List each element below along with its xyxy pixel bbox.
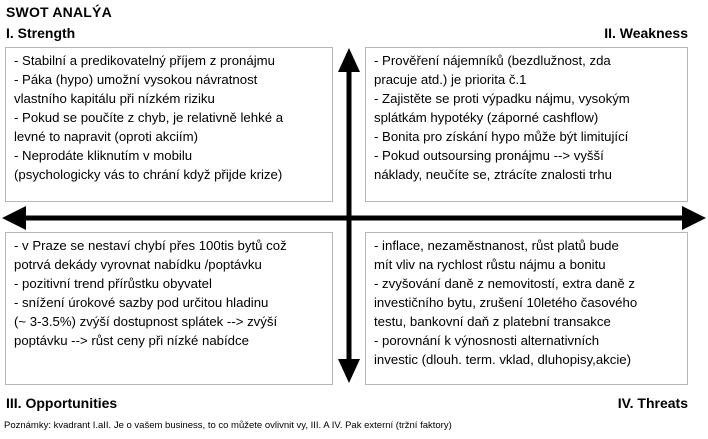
opportunities-box	[5, 232, 333, 385]
opportunities-line: (~ 3-3.5%) zvýší dostupnost splátek --> zvýší	[14, 314, 278, 329]
footnote: Poznámky: kvadrant I.aII. Je o vašem business, to co můžete ovlivnit vy, III. A IV. Pak externí (tržní faktory)	[4, 420, 452, 431]
weakness-line: - Zajistěte se proti výpadku nájmu, vysokým	[374, 91, 630, 106]
threats-line: - zvyšování daně z nemovitostí, extra daně z	[374, 276, 635, 291]
strength-box	[5, 47, 333, 202]
strength-line: (psychologicky vás to chrání když přijde krize)	[14, 167, 283, 182]
strength-line: vlastního kapitálu při nízkém riziku	[14, 91, 215, 106]
threats-line: investic (dlouh. term. vklad, dluhopisy,akcie)	[374, 352, 632, 367]
threats-line: investičního bytu, zrušení 10letého časového	[374, 295, 638, 310]
diagram-title: SWOT ANALÝA	[6, 4, 112, 20]
strength-line: - Stabilní a predikovatelný příjem z pronájmu	[14, 53, 275, 68]
threats-line: mít vliv na rychlost růstu nájmu a bonitu	[374, 257, 606, 272]
threats-label: IV. Threats	[617, 395, 688, 411]
strength-line: - Pokud se poučíte z chyb, je relativně lehké a	[14, 110, 284, 125]
weakness-line: - Prověření nájemníků (bezdlužnost, zda	[374, 53, 611, 68]
weakness-box	[365, 47, 688, 202]
opportunities-line: - pozitivní trend přírůstku obyvatel	[14, 276, 212, 291]
right-arrowhead	[682, 206, 706, 230]
strength-line: - Neprodáte kliknutím v mobilu	[14, 148, 193, 163]
strength-label: I. Strength	[6, 25, 76, 41]
weakness-line: náklady, neučíte se, ztrácíte znalosti trhu	[374, 167, 612, 182]
weakness-line: pracuje atd.) je priorita č.1	[374, 72, 527, 87]
threats-line: - inflace, nezaměstnanost, růst platů bude	[374, 238, 619, 253]
weakness-line: splátkám hypotéky (záporné cashflow)	[374, 110, 599, 125]
top-arrowhead	[338, 48, 360, 72]
strength-line: - Páka (hypo) umožní vysokou návratnost	[14, 72, 258, 87]
weakness-label: II. Weakness	[604, 25, 688, 41]
weakness-line: - Bonita pro získání hypo může být limitující	[374, 129, 629, 144]
opportunities-line: - v Praze se nestaví chybí přes 100tis bytů což	[14, 238, 287, 253]
strength-line: levné to napravit (oproti akciím)	[14, 129, 198, 144]
weakness-line: - Pokud outsoursing pronájmu --> vyšší	[374, 148, 604, 163]
opportunities-line: - snížení úrokové sazby pod určitou hladinu	[14, 295, 269, 310]
opportunities-line: poptávku --> růst ceny při nízké nabídce	[14, 333, 249, 348]
bottom-arrowhead	[338, 359, 360, 383]
threats-line: - porovnání k výnosnosti alternativních	[374, 333, 600, 348]
opportunities-line: potrvá dekády vyrovnat nabídku /poptávku	[14, 257, 262, 272]
opportunities-label: III. Opportunities	[6, 395, 118, 411]
threats-line: testu, bankovní daň z platební transakce	[374, 314, 611, 329]
threats-box	[365, 232, 688, 385]
left-arrowhead	[2, 206, 26, 230]
